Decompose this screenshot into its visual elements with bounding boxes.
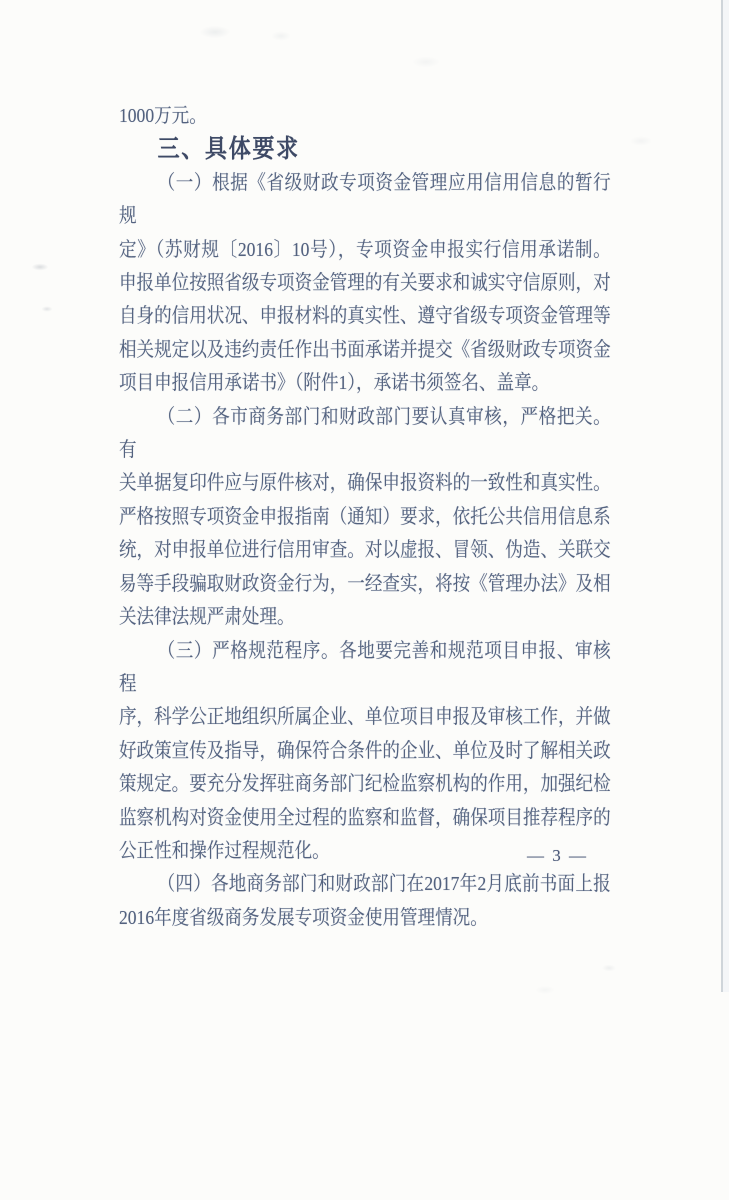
doc-line: 好政策宣传及指导，确保符合条件的企业、单位及时了解相关政 [119, 739, 611, 762]
doc-line: 2016年度省级商务发展专项资金使用管理情况。 [119, 906, 488, 929]
doc-line: （二）各市商务部门和财政部门要认真审核，严格把关。有 [119, 405, 611, 462]
doc-line: 监察机构对资金使用全过程的监察和监督，确保项目推荐程序的 [119, 806, 611, 829]
doc-line: （一）根据《省级财政专项资金管理应用信用信息的暂行规 [119, 171, 611, 228]
doc-line: 自身的信用状况、申报材料的真实性、遵守省级专项资金管理等 [119, 305, 611, 328]
section-heading: 三、具体要求 [157, 135, 300, 164]
doc-line: 定》（苏财规〔2016〕10号），专项资金申报实行信用承诺制。 [119, 238, 611, 261]
doc-line: 序，科学公正地组织所属企业、单位项目申报及审核工作，并做 [119, 706, 611, 729]
page-number: — 3 — [527, 846, 588, 865]
doc-line: 易等手段骗取财政资金行为，一经查实，将按《管理办法》及相 [119, 572, 611, 595]
doc-line: 策规定。要充分发挥驻商务部门纪检监察机构的作用，加强纪检 [119, 773, 611, 796]
doc-line: 申报单位按照省级专项资金管理的有关要求和诚实守信原则，对 [119, 272, 611, 295]
doc-line: 关法律法规严肃处理。 [119, 606, 295, 629]
doc-line: 1000万元。 [119, 105, 207, 127]
doc-line: （四）各地商务部门和财政部门在2017年2月底前书面上报 [157, 873, 611, 896]
doc-line: 项目申报信用承诺书》（附件1），承诺书须签名、盖章。 [119, 372, 550, 395]
doc-line: 严格按照专项资金申报指南（通知）要求，依托公共信用信息系 [119, 505, 611, 528]
doc-line: （三）严格规范程序。各地要完善和规范项目申报、审核程 [119, 639, 611, 695]
doc-line: 相关规定以及违约责任作出书面承诺并提交《省级财政专项资金 [119, 338, 611, 361]
document-body [119, 100, 611, 935]
scan-edge-artifact [721, 0, 729, 992]
doc-line: 统，对申报单位进行信用审查。对以虚报、冒领、伪造、关联交 [119, 539, 611, 562]
doc-line: 关单据复印件应与原件核对，确保申报资料的一致性和真实性。 [119, 472, 611, 495]
doc-line: 公正性和操作过程规范化。 [119, 839, 330, 862]
